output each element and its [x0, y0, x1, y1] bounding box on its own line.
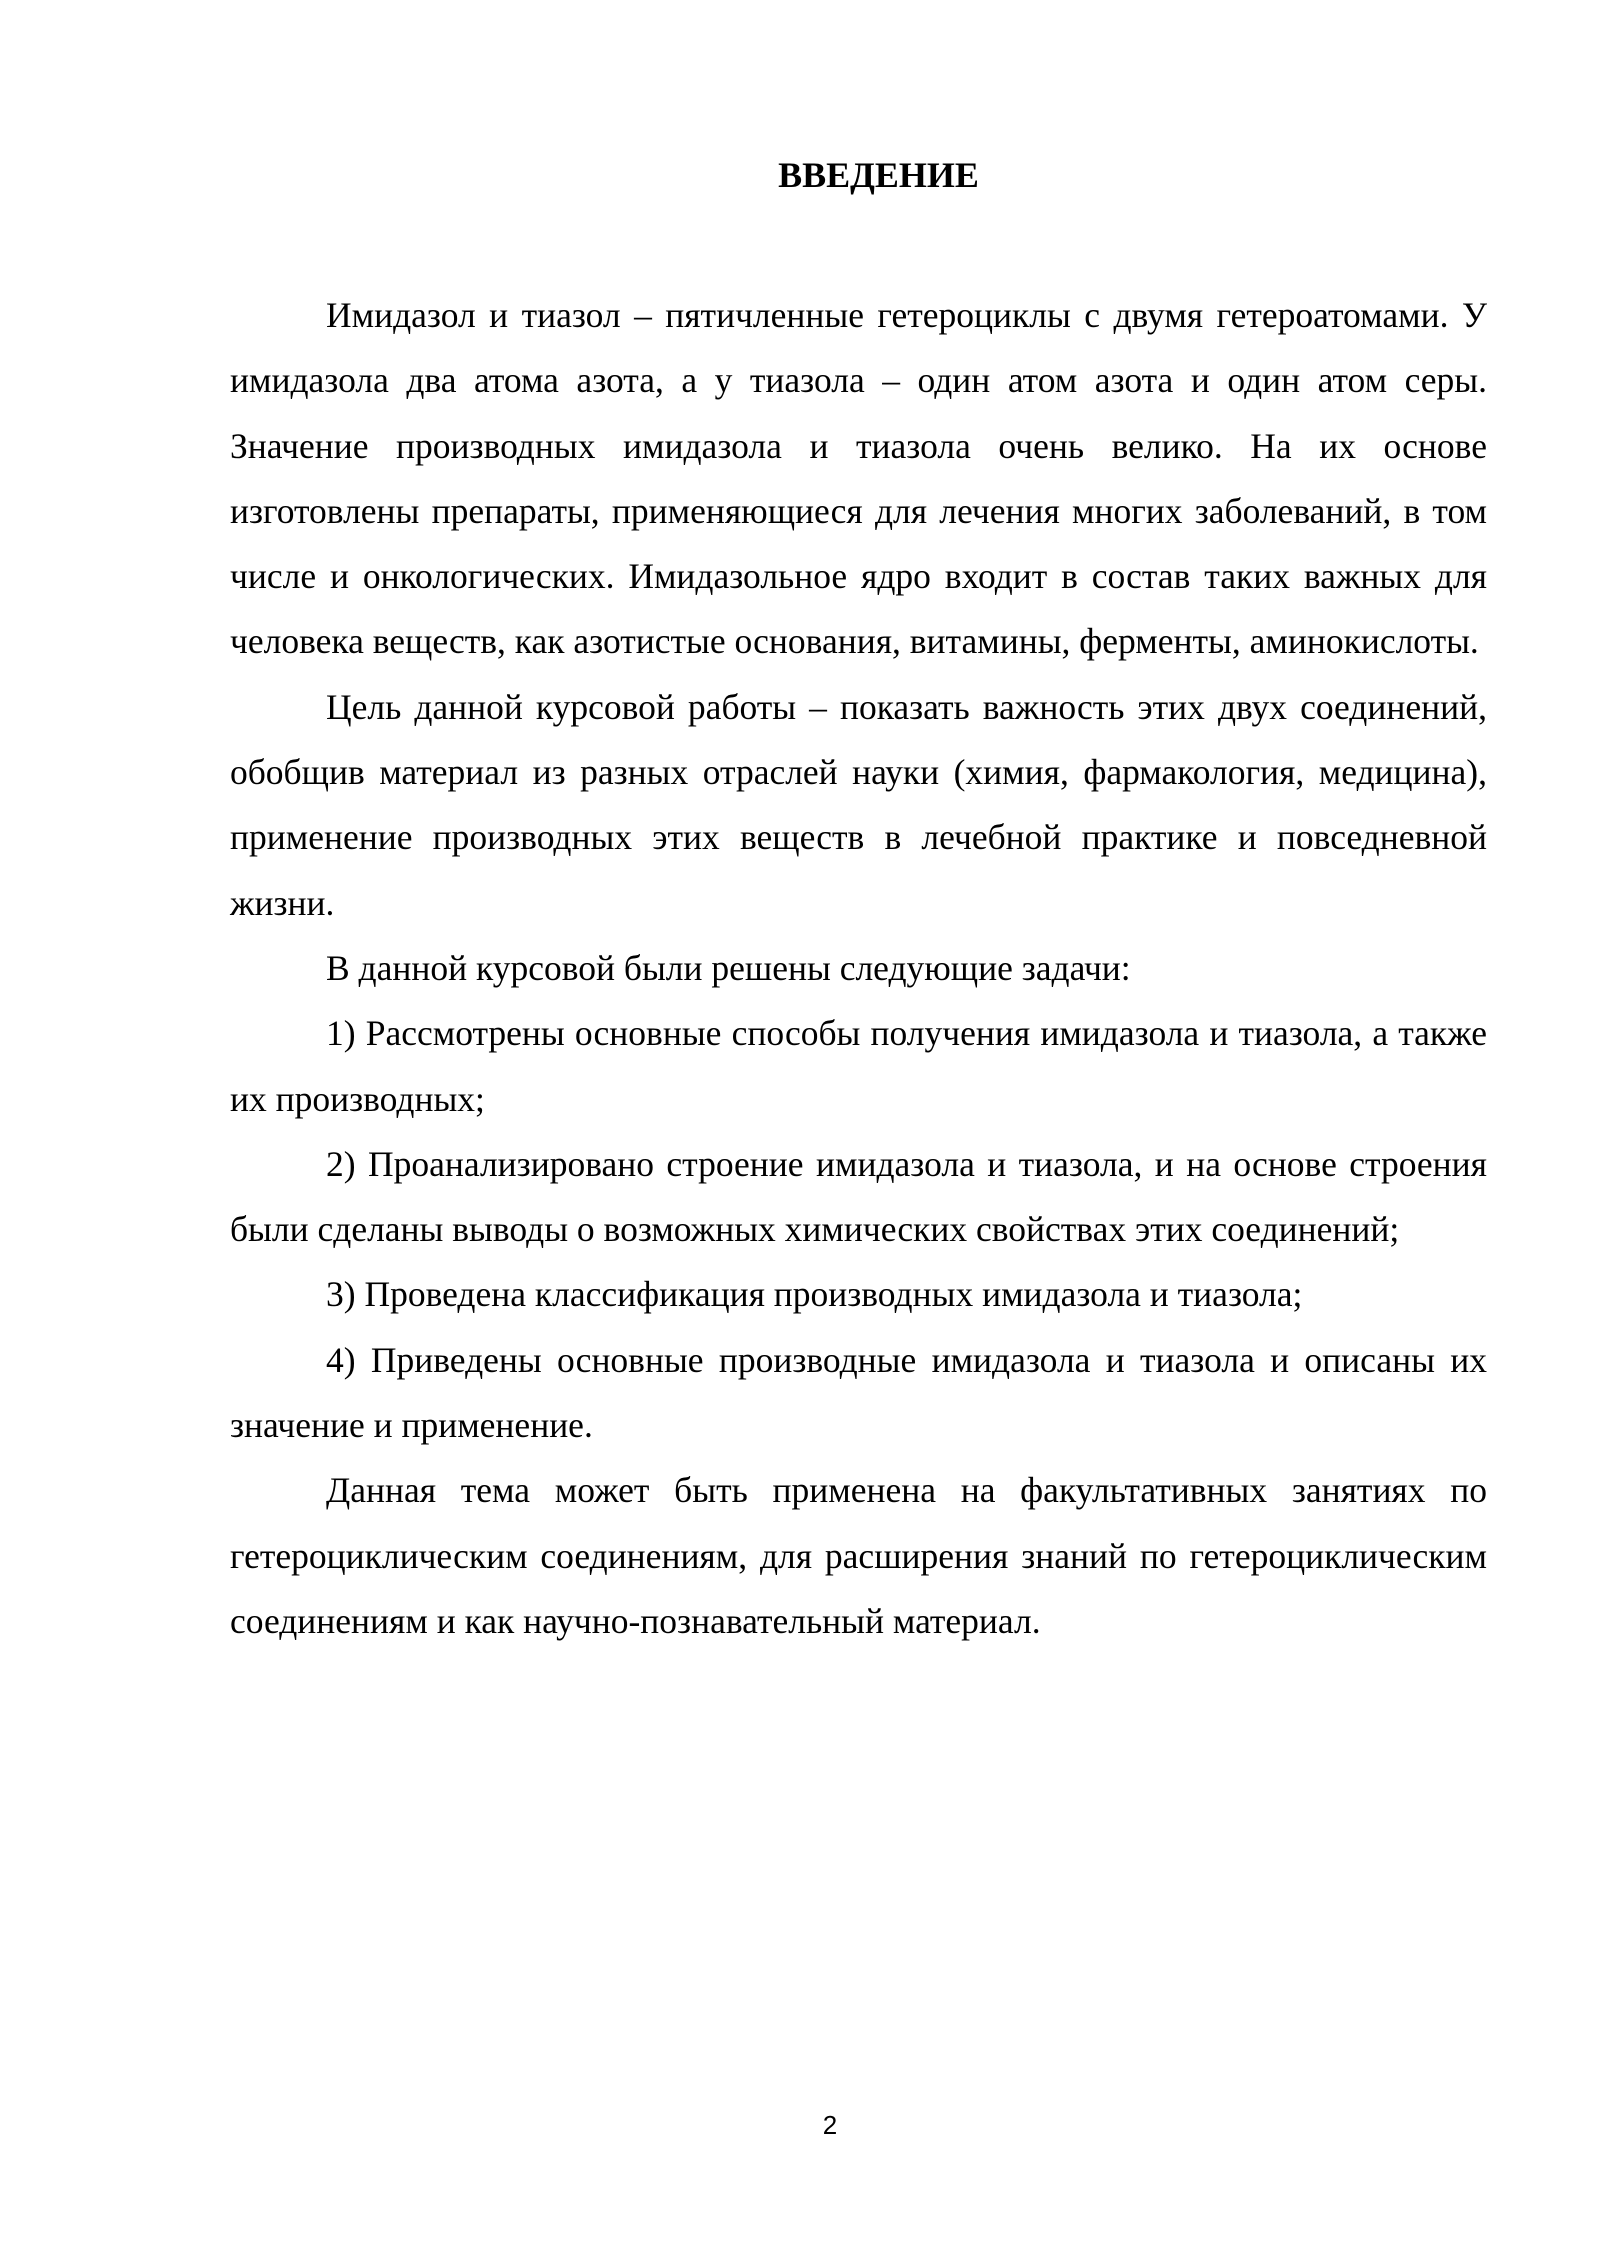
document-body [230, 283, 1487, 1654]
paragraph-intro: Имидазол и тиазол – пятичленные гетероциклы с двумя гетероатомами. У имидазола два атома азота, а у тиазола – один атом азота и один атом серы. Значение производных имидазола и тиазола очень велико. На их основе изготовлены препараты, применяющиеся для лечения многих заболеваний, в том числе и онкологических. Имидазольное ядро входит в состав таких важных для человека веществ, как азотистые основания, витамины, ферменты, аминокислоты. [230, 295, 1487, 662]
page-title: ВВЕДЕНИЕ [778, 155, 979, 195]
paragraph-goal: Цель данной курсовой работы – показать важность этих двух соединений, обобщив материал из разных отраслей науки (химия, фармакология, медицина), применение производных этих веществ в лечебной практике и повседневной жизни. [230, 686, 1487, 923]
paragraph-task-2: 2) Проанализировано строение имидазола и тиазола, и на основе строения были сделаны выводы о возможных химических свойствах этих соединений; [230, 1143, 1487, 1250]
paragraph-application: Данная тема может быть применена на факультативных занятиях по гетероциклическим соединениям, для расширения знаний по гетероциклическим соединениям и как научно-познавательный материал. [230, 1470, 1487, 1641]
paragraph-task-4: 4) Приведены основные производные имидазола и тиазола и описаны их значение и применение. [230, 1339, 1487, 1446]
page-number: 2 [822, 2110, 838, 2140]
paragraph-task-3: 3) Проведена классификация производных имидазола и тиазола; [326, 1274, 1303, 1315]
paragraph-task-1: 1) Рассмотрены основные способы получения имидазола и тиазола, а также их производных; [230, 1013, 1487, 1119]
paragraph-tasks-intro: В данной курсовой были решены следующие задачи: [326, 947, 1131, 988]
